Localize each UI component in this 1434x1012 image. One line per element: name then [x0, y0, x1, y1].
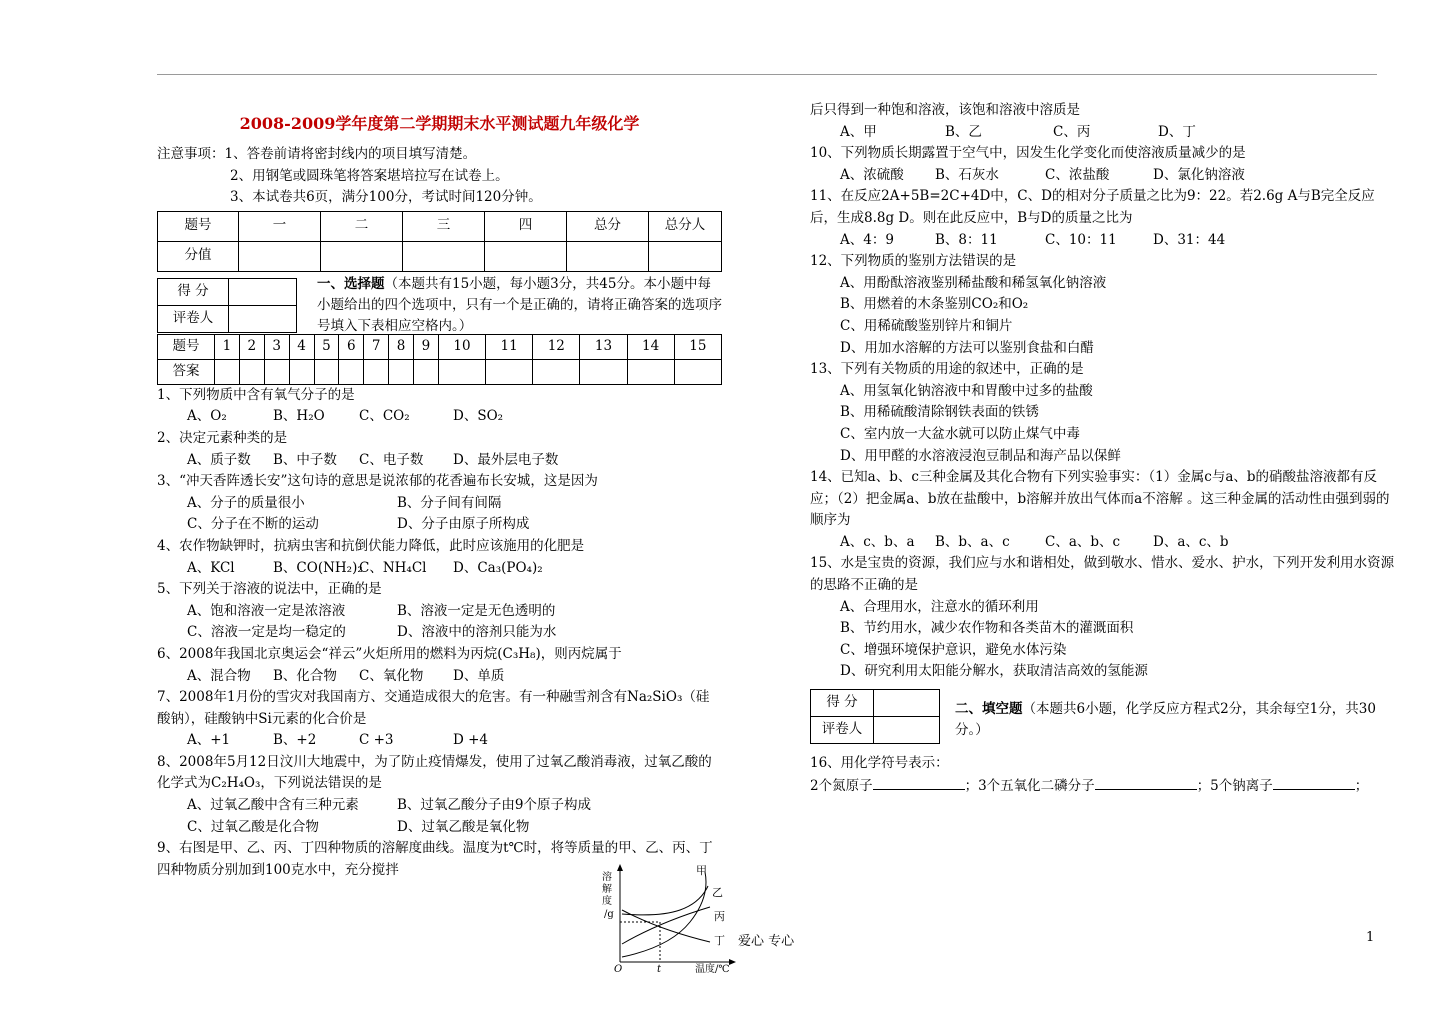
score-cell[interactable] [321, 241, 403, 271]
answer-cell[interactable] [580, 359, 627, 384]
option: C、浓盐酸 [1045, 166, 1110, 183]
option: A、合理用水，注意水的循环利用 [840, 598, 1039, 615]
option: A、浓硫酸 [840, 166, 904, 183]
grader-box-2: 得 分 评卷人 [810, 689, 940, 744]
option: D、用甲醛的水溶液浸泡豆制品和海产品以保鲜 [840, 447, 1121, 464]
score-row-label: 分值 [158, 241, 239, 271]
option: C、用稀硫酸鉴别锌片和铜片 [840, 317, 1013, 334]
grader-cell[interactable] [229, 278, 297, 305]
option: D、氯化钠溶液 [1153, 166, 1245, 183]
option: C +3 [359, 732, 394, 749]
answer-cell[interactable] [438, 359, 485, 384]
option: B、分子间有间隔 [397, 494, 502, 511]
option: A、过氧乙酸中含有三种元素 [187, 797, 359, 814]
option: B、CO(NH₂)₂ [273, 559, 363, 576]
question-options [157, 558, 722, 580]
question-text: 10、下列物质长期露置于空气中，因发生化学变化而使溶液质量减少的是 [810, 145, 1246, 162]
question-text: 7、2008年1月份的雪灾对我国南方、交通造成很大的危害。有一种融雪剂含有Na₂SiO₃（硅酸钠），硅酸钠中Si元素的化合价是 [157, 689, 710, 727]
option: C、分子在不断的运动 [187, 516, 319, 533]
option: D、Ca₃(PO₄)₂ [453, 559, 543, 576]
q9-options: A、甲 B、乙 C、丙 D、丁 [840, 123, 1196, 140]
ylabel-3: 度 [602, 896, 612, 907]
option: D、分子由原子所构成 [397, 516, 530, 533]
grader-cell[interactable] [874, 717, 940, 744]
score-header: 题号 [158, 211, 239, 241]
option: D、最外层电子数 [453, 451, 559, 468]
answer-cell[interactable] [389, 359, 414, 384]
blank-input[interactable] [1273, 775, 1355, 790]
score-cell[interactable] [239, 241, 321, 271]
curve-yi [622, 886, 708, 915]
solubility-graph [600, 862, 750, 974]
page-number: 1 [1366, 930, 1375, 945]
option: A、质子数 [187, 451, 251, 468]
question-options [157, 817, 722, 839]
q16-text: 16、用化学符号表示： [810, 755, 949, 772]
option: A、用氢氧化钠溶液中和胃酸中过多的盐酸 [840, 382, 1093, 399]
option: C、电子数 [359, 451, 424, 468]
option: B、b、a、c [935, 533, 1010, 550]
question-options [157, 795, 722, 817]
score-header: 二 [321, 211, 403, 241]
question-options [157, 730, 722, 752]
score-cell[interactable] [567, 241, 649, 271]
option: A、KCl [187, 559, 235, 576]
option: D、溶液中的溶剂只能为水 [397, 624, 557, 641]
answer-cell[interactable] [627, 359, 674, 384]
option: D、研究利用太阳能分解水，获取清洁高效的氢能源 [840, 663, 1148, 680]
answer-cell[interactable] [339, 359, 364, 384]
right-questions [810, 143, 1395, 683]
question-text: 4、农作物缺钾时，抗病虫害和抗倒伏能力降低，此时应该施用的化肥是 [157, 537, 585, 554]
ylabel-2: 解 [602, 884, 612, 895]
option: C、过氧乙酸是化合物 [187, 818, 319, 835]
curve-label: 甲 [696, 864, 707, 877]
question-text: 12、下列物质的鉴别方法错误的是 [810, 253, 1017, 270]
option: B、H₂O [273, 408, 325, 425]
header-rule [157, 74, 1377, 75]
answer-cell[interactable] [215, 359, 240, 384]
curve-label: 乙 [712, 886, 723, 899]
answer-cell[interactable] [533, 359, 580, 384]
ylabel-1: 溶 [602, 872, 612, 883]
option: C、氧化物 [359, 667, 424, 684]
question-text: 9、右图是甲、乙、丙、丁四种物质的溶解度曲线。温度为t℃时，将等质量的甲、乙、丙、丁四种物质分别加到100克水中，充分搅拌 [157, 840, 713, 878]
answer-cell[interactable] [314, 359, 339, 384]
notes-3: 3、本试卷共6页，满分100分，考试时间120分钟。 [230, 189, 542, 206]
question-options [157, 514, 722, 536]
question-options [157, 493, 722, 515]
option: C、10：11 [1045, 231, 1117, 248]
option: A、用酚酞溶液鉴别稀盐酸和稀氢氧化钠溶液 [840, 274, 1107, 291]
question-options [810, 165, 1395, 187]
option: B、过氧乙酸分子由9个原子构成 [397, 797, 592, 814]
option: A、O₂ [187, 408, 227, 425]
grader-cell[interactable] [874, 690, 940, 717]
option: D +4 [453, 732, 489, 749]
notes-1: 注意事项：1、答卷前请将密封线内的项目填写清楚。 [157, 146, 477, 162]
option: A、分子的质量很小 [187, 494, 305, 511]
answer-table: 题号 1 2 3 4 5 6 7 8 9 10 11 12 13 14 15 答案 [157, 334, 722, 385]
question-options [810, 230, 1395, 252]
question-text: 1、下列物质中含有氧气分子的是 [157, 386, 355, 403]
exam-title: 2008-2009学年度第二学期期末水平测试题九年级化学 [239, 114, 640, 133]
notes-2: 2、用钢笔或圆珠笔将答案堪培拉写在试卷上。 [230, 167, 509, 184]
option: A、混合物 [187, 667, 251, 684]
option: B、石灰水 [935, 166, 999, 183]
answer-cell[interactable] [289, 359, 314, 384]
question-options [810, 532, 1395, 554]
question-text: 6、2008年我国北京奥运会“祥云”火炬所用的燃料为丙烷(C₃H₈)，则丙烷属于 [157, 645, 622, 662]
question-text: 13、下列有关物质的用途的叙述中，正确的是 [810, 361, 1084, 378]
answer-cell[interactable] [674, 359, 721, 384]
score-table [157, 211, 722, 272]
option: C、溶液一定是均一稳定的 [187, 624, 346, 641]
option: A、c、b、a [840, 533, 915, 550]
answer-cell[interactable] [239, 359, 264, 384]
question-text: 5、下列关于溶液的说法中，正确的是 [157, 581, 382, 598]
origin-label: O [614, 964, 623, 974]
section1-heading: 一、选择题（本题共有15小题，每小题3分，共45分。本小题中每小题给出的四个选项中，只有一个是正确的，请将正确答案的选项序号填入下表相应空格内。） [317, 275, 722, 334]
option: D、SO₂ [453, 408, 504, 425]
option: B、化合物 [273, 667, 337, 684]
option: B、+2 [273, 732, 317, 749]
score-cell[interactable] [649, 241, 722, 271]
score-cell[interactable] [403, 241, 485, 271]
blank-input[interactable] [1095, 775, 1197, 790]
question-text: 14、已知a、b、c三种金属及其化合物有下列实验事实：（1）金属c与a、b的硝酸盐溶液都有反应；（2）把金属a、b放在盐酸中，b溶解并放出气体而a不溶解 。这三种金属的活动性由强到弱的顺序为 [810, 469, 1390, 529]
answer-cell[interactable] [264, 359, 289, 384]
right-column [810, 100, 1395, 797]
question-options [157, 450, 722, 472]
section2-block [810, 689, 1395, 753]
blank-input[interactable] [873, 775, 965, 790]
question-options [157, 666, 722, 688]
curve-label: 丁 [714, 934, 725, 947]
option: D、单质 [453, 667, 505, 684]
left-questions [157, 385, 722, 882]
question-text: 2、决定元素种类的是 [157, 429, 288, 446]
section1-block [157, 274, 722, 334]
curve-label: 丙 [714, 910, 725, 923]
t-label: t [657, 964, 662, 974]
xlabel: 温度/℃ [695, 964, 730, 974]
score-cell[interactable] [485, 241, 567, 271]
score-header: 一 [239, 211, 321, 241]
section2-heading: 二、填空题（本题共6小题，化学反应方程式2分，其余每空1分，共30分。） [955, 701, 1376, 739]
q9-continued: 后只得到一种饱和溶液，该饱和溶液中溶质是 [810, 102, 1080, 118]
question-text: 11、在反应2A+5B=2C+4D中，C、D的相对分子质量之比为9：22。若2.6g A与B完全反应后，生成8.8g D。则在此反应中，B与D的质量之比为 [810, 188, 1375, 226]
score-header: 四 [485, 211, 567, 241]
left-column [157, 112, 722, 881]
grader-cell[interactable] [229, 305, 297, 332]
option: B、8：11 [935, 231, 998, 248]
option: A、+1 [187, 732, 231, 749]
score-header: 总分 [567, 211, 649, 241]
question-text: 3、“冲天香阵透长安”这句诗的意思是说浓郁的花香遍布长安城，这是因为 [157, 473, 598, 490]
ylabel-4: /g [604, 909, 614, 920]
option: D、用加水溶解的方法可以鉴别食盐和白醋 [840, 339, 1094, 356]
notes-label: 注意事项： [157, 146, 225, 162]
score-header: 总分人 [649, 211, 722, 241]
option: C、室内放一大盆水就可以防止煤气中毒 [840, 425, 1080, 442]
option: C、增强环境保护意识，避免水体污染 [840, 641, 1067, 658]
footer: 爱心 专心 [738, 934, 795, 949]
option: C、a、b、c [1045, 533, 1121, 550]
answer-cell[interactable] [486, 359, 533, 384]
question-text: 8、2008年5月12日汶川大地震中，为了防止疫情爆发，使用了过氧乙酸消毒液，过氧乙酸的化学式为C₂H₄O₃，下列说法错误的是 [157, 753, 712, 792]
y-arrow-icon [617, 864, 623, 871]
option: B、用稀硫酸清除钢铁表面的铁锈 [840, 404, 1039, 421]
option: B、节约用水，减少农作物和各类苗木的灌溉面积 [840, 620, 1134, 637]
option: D、过氧乙酸是氧化物 [397, 818, 530, 835]
q16-blanks: 2个氮原子 ；3个五氧化二磷分子 ；5个钠离子 ； [810, 775, 1395, 798]
option: B、用燃着的木条鉴别CO₂和O₂ [840, 296, 1029, 313]
question-text: 15、水是宝贵的资源，我们应与水和谐相处，做到敬水、惜水、爱水、护水，下列开发利用水资源的思路不正确的是 [810, 555, 1395, 594]
option: C、CO₂ [359, 408, 410, 425]
score-header: 三 [403, 211, 485, 241]
option: A、饱和溶液一定是浓溶液 [187, 602, 346, 619]
x-arrow-icon [729, 959, 736, 965]
option: C、NH₄Cl [359, 559, 427, 576]
option: A、4：9 [840, 231, 894, 248]
question-options [157, 601, 722, 623]
answer-cell[interactable] [364, 359, 389, 384]
option: D、31：44 [1153, 231, 1226, 248]
question-options [157, 406, 722, 428]
option: B、中子数 [273, 451, 337, 468]
option: D、a、c、b [1153, 533, 1229, 550]
question-options [157, 622, 722, 644]
answer-cell[interactable] [414, 359, 439, 384]
grader-box: 得 分 评卷人 [157, 278, 297, 333]
option: B、溶液一定是无色透明的 [397, 602, 556, 619]
